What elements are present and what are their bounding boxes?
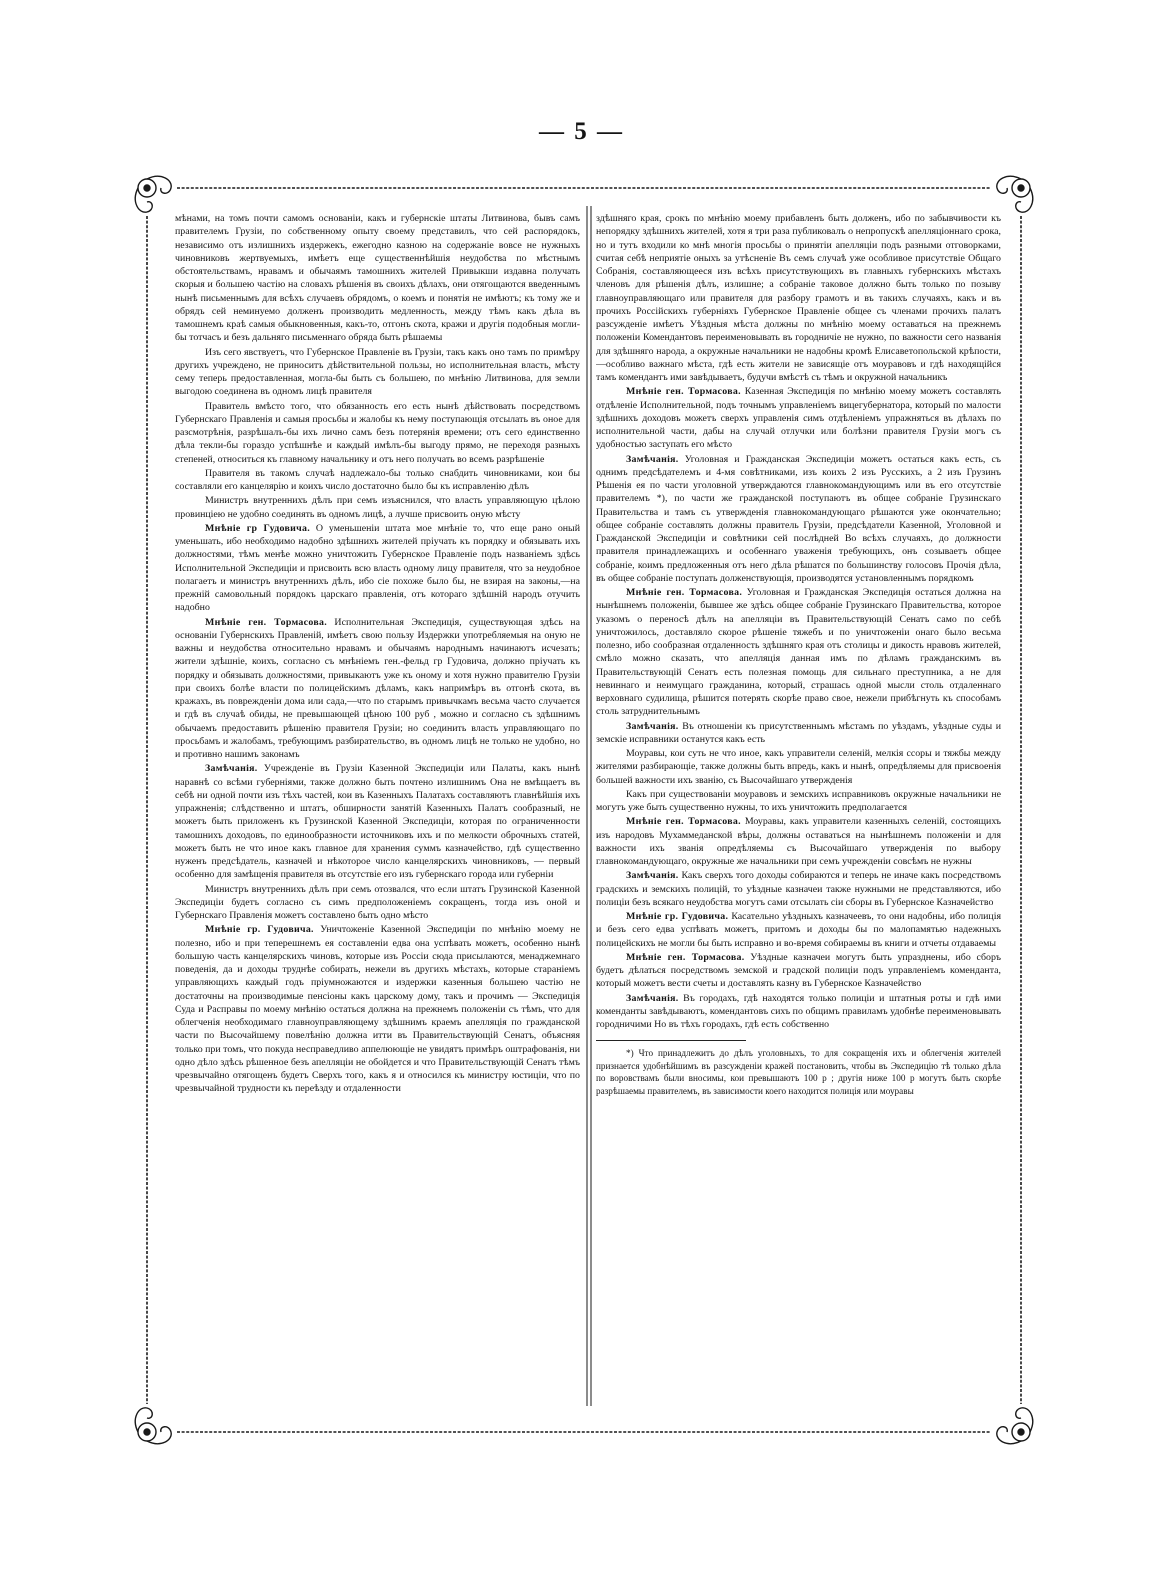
paragraph-heading: Замѣчанія. xyxy=(205,763,258,775)
paragraph-heading: Замѣчанія. xyxy=(626,992,679,1004)
paragraph-heading: Замѣчанія. xyxy=(626,720,679,732)
page-number: — 5 — xyxy=(539,118,624,145)
paragraph-text: Изъ сего явствуетъ, что Губернское Правленіе въ Грузіи, такъ какъ оно тамъ по примѣру другихъ учреждено, не приноситъ дѣйствительной пользы, но исполнительная власть, мѣсту сему теперь предоставленная, могла-бы быть съ большею, по мнѣнію Литвинова, для земли выгодою соединена въ одномъ лицѣ правителя xyxy=(175,346,580,398)
paragraph xyxy=(175,346,580,399)
right-column xyxy=(596,212,1001,1412)
paragraph-text: Уѣздные казначеи могутъ быть упразднены, ибо сборъ будетъ дѣлаться посредствомъ земской и градской полиціи подъ управленіемъ коменданта, который можетъ вести счеты и доставлять казну въ Губернское Казначейство xyxy=(596,951,1001,990)
paragraph-heading: Замѣчанія. xyxy=(626,870,679,882)
paragraph-heading: Мнѣніе гр. Гудовича. xyxy=(205,924,314,936)
footnote-rule xyxy=(596,1040,746,1041)
left-column xyxy=(175,212,580,1412)
paragraph xyxy=(596,453,1001,586)
paragraph xyxy=(596,586,1001,719)
paragraph-text: здѣшняго края, срокъ по мнѣнію моему прибавленъ быть долженъ, ибо по забывчивости къ непорядку здѣшнихъ жителей, хотя я три раза публиковалъ о непропускѣ апелляціоннаго срока, но и тутъ входили ко мнѣ многія просьбы о принятіи апелляціи подъ разными отговорками, считая себѣ неприятіе оныхъ за утѣсненіе Въ семъ случаѣ уже особливое присутствіе Общаго Собранія, составляющееся изъ всѣхъ присутствующихъ въ главныхъ губернскихъ мѣстахъ членовъ для рѣшенія дѣлъ, излишне; а собраніе таковое должно быть только по позыву главноуправляющаго или правителя для разбору грамотъ и въ такихъ случаяхъ, какъ и въ прочихъ Россійскихъ губерніяхъ Губернское Правленіе общее съ членами прочихъ палатъ разсужденіе имѣетъ Уѣздныя мѣста должны по мнѣнію моему оставаться на прежнемъ положеніи Комендантовъ переименовывать въ городничіе не нужно, по важности сего названія для здѣшняго народа, а окружные начальники не надобны кромѣ Елисаветопольской крѣпости,—особливо важнаго мѣста, гдѣ есть жители не зависящіе отъ моуравовъ и гдѣ находящійся тамъ комендантъ ими завѣдываетъ, будучи вмѣстѣ съ тѣмъ и окружной начальникъ xyxy=(596,213,1001,383)
paragraph-text: Министръ внутреннихъ дѣлъ при семъ отозвался, что если штатъ Грузинской Казенной Экспедиціи будетъ согласно съ симъ предположеніемъ сокращенъ, тогда изъ оной и Губернскаго Правленія можетъ составлено быть одно мѣсто xyxy=(175,883,580,921)
paragraph xyxy=(596,910,1001,950)
paragraph-heading: Мнѣніе ген. Тормасова. xyxy=(626,386,741,398)
paragraph xyxy=(596,212,1001,384)
paragraph-heading: Замѣчанія. xyxy=(626,453,679,465)
paragraph xyxy=(175,400,580,466)
paragraph xyxy=(596,869,1001,909)
paragraph-text: Уничтоженіе Казенной Экспедиціи по мнѣнію моему не полезно, ибо и при теперешнемъ ея составленіи едва она успѣвать можетъ, особенно нынѣ большую часть канцелярскихъ чиновъ, которые изъ Россіи сюда присылаются, менаджемнаго поведенія, да и доходы труднѣе собирать, нежели въ другихъ мѣстахъ, которые стараніемъ управляющихъ каждый годъ пріумножаются и издержки казенныя большею частію не достаточны на производимые пенсіоны какъ царскому дому, такъ и прочимъ — Экспедиція Суда и Расправы по моему мнѣнію остаться должна на прежнемъ положеніи съ тѣмъ, что для облегченія необходимаго главноуправляющему здѣшнимъ краемъ апелляція по гражданской части по Высочайшему повелѣнію должна итти въ Правительствующій Сенатъ, объясняя только при томъ, что покуда несправедливо аппелюющіе не увидятъ примѣръ оштрафованія, ни одно дѣло здѣсь рѣшенное безъ апелляціи не обойдется и что Правительствующій Сенатъ тѣмъ чрезвычайно отягощенъ будетъ Сверхъ того, какъ я и относился къ министру юстиціи, что по чрезвычайной трудности къ переѣзду и отдаленности xyxy=(175,924,580,1095)
paragraph-heading: Мнѣніе ген. Тормасова. xyxy=(626,951,745,963)
paragraph-text: Правитель вмѣсто того, что обязанность его есть нынѣ дѣйствовать посредствомъ Губернскаго Правленія и самыя просьбы и жалобы къ нему поступающія отсылать въ оное для разсмотрѣнія, разрѣшалъ-бы ихъ лично самъ безъ потерянія времени; отъ сего единственно дѣла текли-бы гораздо успѣшнѣе и каждый имѣлъ-бы выгоду прямо, не переходя разныхъ степеней, относиться къ главному начальнику и отъ него получать во всемъ разрѣшеніе xyxy=(175,400,580,465)
paragraph xyxy=(596,385,1001,451)
paragraph-text: Моуравы, кои суть не что иное, какъ управители селеній, мелкія ссоры и тяжбы между жителями разбирающіе, также должны быть впредь, какъ и нынѣ, опредѣляемы для присвоенія большей важности ихъ званію, съ Высочайшаго утвержденія xyxy=(596,748,1001,786)
paragraph xyxy=(596,951,1001,991)
paragraph xyxy=(175,883,580,923)
right-column-body xyxy=(596,212,1001,1031)
paragraph-text: Въ отношеніи къ присутственнымъ мѣстамъ по уѣздамъ, уѣздные суды и земскіе исправники останутся какъ есть xyxy=(596,720,1001,745)
paragraph-text: Исполнительная Экспедиція, существующая здѣсь на основаніи Губернскихъ Правленій, имѣетъ свою пользу Издержки употребляемыя на оную не важны и неудобства относительно нравамъ и обычаямъ народнымъ начинаютъ исчезать; жители здѣшніе, коихъ, согласно съ мнѣніемъ ген.-фельд гр Гудовича, должно пріучать къ порядку и обязывать должностями, привыкаютъ уже къ оному и хотя нужно правителю Грузіи при своихъ болѣе власти по полицейскимъ дѣламъ, какъ напримѣръ въ отгонѣ скота, въ кражахъ, въ поврежденіи дома или сада,—что по старымъ привычкамъ весьма часто случается и гдѣ въ случаѣ обиды, не превышающей цѣною 100 руб , можно и согласно съ здѣшнимъ обычаемъ предоставить рѣшенію правителя Грузіи; но соединить власть управляющаго по просьбамъ и жалобамъ, требующимъ разбирательство, въ одномъ лицѣ не только не удобно, но и противно нашимъ законамъ xyxy=(175,616,580,760)
paragraph-text: Какъ при существованіи моуравовъ и земскихъ исправниковъ окружные начальники не могутъ уже быть существенно нужны, то ихъ уничтожить предполагается xyxy=(596,788,1001,813)
paragraph-heading: Мнѣніе ген. Тормасова. xyxy=(626,816,741,828)
paragraph xyxy=(175,467,580,494)
paragraph-text: Какъ сверхъ того доходы собираются и теперь не иначе какъ посредствомъ градскихъ и земскихъ полицій, то уѣздные казначеи также нужными не представляются, ибо полиціи безъ всякаго неудобства могутъ сами отсылать сіи сборы въ Губернское Казначейство xyxy=(596,870,1001,908)
paragraph xyxy=(596,788,1001,815)
footnote: *) Что принадлежитъ до дѣлъ уголовныхъ, то для сокращенія ихъ и облегченія жителей признается удобнѣйшимъ въ разсужденіи кражей постановить, чтобы въ Экспедицію тѣ только дѣла по воровствамъ были вносимы, кои превышаютъ 100 р ; другія ниже 100 р могутъ быть скорѣе разрѣшаемы правителемъ, въ зависимости коего находится полиція или моуравы xyxy=(596,1048,1001,1097)
paragraph-text: Уголовная и Гражданская Экспедиціи можетъ остаться какъ есть, съ однимъ предсѣдателемъ и 4-мя совѣтниками, изъ коихъ 2 изъ Русскихъ, а 2 изъ Грузинъ Рѣшенія ея по части уголовной утверждаются главнокомандующимъ или въ его отсутствіе правителемъ *), по части же гражданской поступаютъ въ общее собраніе Грузинскаго Правительства и тамъ съ утвержденія главнокомандующаго рѣшаются уже окончательно; общее собраніе составлять должны правитель Грузіи, предсѣдатели Казенной, Уголовной и Гражданской Экспедиціи и совѣтники сей послѣдней Во всѣхъ случаяхъ, до должности правителя принадлежащихъ и особеннаго уваженія требующихъ, онъ созываетъ общее собраніе, коимъ предложенныя отъ него дѣла рѣшатся по большинству голосовъ Прочія дѣла, въ общее собраніе поступать долженствующія, производятся установленнымъ порядкомъ xyxy=(596,453,1001,584)
paragraph-text: О уменьшеніи штата мое мнѣніе то, что еще рано оный уменьшать, ибо необходимо надобно здѣшнихъ жителей пріучать къ порядку и обязывать ихъ должностями, тѣмъ менѣе можно уничтожить Губернское Правленіе подъ названіемъ здѣсь Исполнительной Экспедиціи и присвоить всю власть одному лицу правителя, что за неудобное полагаетъ и министръ внутреннихъ дѣлъ, ибо сіе похоже было бы, не взирая на законы,—на прежній самовольный порядокъ царскаго правленія, отъ котораго здѣшній народъ отучить надобно xyxy=(175,522,580,614)
paragraph xyxy=(596,747,1001,787)
paragraph-text: Въ городахъ, гдѣ находятся только полиціи и штатныя роты и гдѣ ими коменданты завѣдываютъ, комендантовъ сихъ по общимъ правиламъ удобнѣе переименовывать городничими Но въ тѣхъ городахъ, гдѣ есть собственно xyxy=(596,992,1001,1030)
paragraph xyxy=(175,616,580,762)
paragraph-text: Казенная Экспедиція по мнѣнію моему можетъ составлять отдѣленіе Исполнительной, подъ точнымъ управленіемъ вицегубернатора, который по малости здѣшнихъ доходовъ можетъ сверхъ управленія симъ отдѣленіемъ упражняться въ дѣлахъ по исполнительной части, дабы на случай отлучки или болѣзни правителя Грузіи могъ съ удобностью заступать его мѣсто xyxy=(596,386,1001,451)
paragraph-text: Правителя въ такомъ случаѣ надлежало-бы только снабдить чиновниками, кои бы составляли его канцелярію и коихъ число достаточно было бы къ исправленію дѣлъ xyxy=(175,467,580,492)
paragraph-text: Уголовная и Гражданская Экспедиція остаться должна на нынѣшнемъ положеніи, бывшее же здѣсь общее собраніе Грузинскаго Правительства, которое указомъ о переносѣ дѣлъ на апелляціи въ Правительствующій Сенатъ само по себѣ уничтожилось, доставляло скорое рѣшеніе тяжебъ и по уничтоженіи онаго было весьма полезно, ибо сообразная отдаленность здѣшняго края отъ столицы и дикость нравовъ жителей, смѣло можно сказать, что апелляція данная имъ по дѣламъ гражданскимъ въ Правительствующій Сенатъ есть полезная помощь для сильнаго преступника, а не для невиннаго и неимущаго гражданина, который, страшась одной мысли столь отдаленнаго верховнаго судилища, рѣшится потерять скорѣе право свое, нежели прибѣгнуть къ способамъ столь затруднительнымъ xyxy=(596,587,1001,718)
paragraph-text: Касательно уѣздныхъ казначеевъ, то они надобны, ибо полиція и безъ сего едва успѣвать можетъ, притомъ и доходы бы по малопамятью надежныхъ полицейскихъ не могли бы быть исправно и во-время собираемы въ книги и отчеты отдаваемы xyxy=(596,911,1001,949)
paragraph xyxy=(175,923,580,1095)
paragraph xyxy=(175,762,580,881)
paragraph-heading: Мнѣніе ген. Тормасова. xyxy=(205,616,327,628)
paragraph xyxy=(175,522,580,615)
paragraph-text: Министръ внутреннихъ дѣлъ при семъ изъяснился, что власть управляющую цѣлою провинціею не удобно соединять въ одномъ лицѣ, а лучше присвоить оную мѣсту xyxy=(175,495,580,520)
paragraph-heading: Мнѣніе ген. Тормасова. xyxy=(626,587,743,598)
paragraph-heading: Мнѣніе гр Гудовича. xyxy=(205,522,311,534)
paragraph xyxy=(175,494,580,521)
paragraph-heading: Мнѣніе гр. Гудовича. xyxy=(626,911,729,922)
paragraph-text: Моуравы, какъ управители казенныхъ селеній, состоящихъ изъ народовъ Мухаммеданской вѣры, должны оставаться на нынѣшнемъ положеніи и для важности ихъ званія опредѣляемы съ Высочайшаго утвержденія по выбору главнокомандующаго, окружные же начальники при семъ учрежденіи совсѣмъ не нужны xyxy=(596,816,1001,867)
paragraph xyxy=(596,720,1001,747)
paragraph xyxy=(596,815,1001,868)
paragraph-text: мѣнами, на томъ почти самомъ основаніи, какъ и губернскіе штаты Литвинова, бывъ самъ правителемъ Грузіи, по собственному опыту своему представилъ, что сей распорядокъ, независимо отъ излишнихъ издержекъ, ежегодно казною на содержаніе вовсе не нужныхъ чиновниковъ жертвуемыхъ, имѣетъ еще существеннѣйшія неудобства по мѣстнымъ обстоятельствамъ, нравамъ и обычаямъ тамошнихъ жителей Привыкши издавна получать скорыя и большею частію на словахъ рѣшенія въ своихъ дѣлахъ, они отягощаются введеннымъ нынѣ письменнымъ для всѣхъ случаевъ обрядомъ, о коемъ и понятія не имѣютъ; къ тому же и обрядъ сей неминуемо долженъ производить медленность, между тѣмъ какъ дѣла въ тамошнемъ краѣ самыя обыкновенныя, какъ-то, отгонъ скота, кражи и другія подобныя могли-бы тотчасъ и безъ дальняго письменнаго обряда быть рѣшаемы xyxy=(175,213,580,344)
paragraph-text: Учрежденіе въ Грузіи Казенной Экспедиціи или Палаты, какъ нынѣ наравнѣ со всѣми губерніями, также должно быть почтено излишнимъ Она не вмѣщаетъ въ себѣ ни одной почти изъ тѣхъ частей, кои въ Казенныхъ Палатахъ составляютъ главнѣйшія ихъ упражненія; слѣдственно и штатъ, обширности занятій Казенныхъ Палатъ сообразный, не можетъ быть приложенъ къ Грузинской Казенной Экспедиціи, которая по ограниченности тамошнихъ доходовъ, по единообразности источниковъ ихъ и по мелкости оброчныхъ статей, можетъ быть не что иное какъ главное для хранения суммъ казначейство, гдѣ существенно нуженъ предсѣдатель, казначей и нѣкоторое число канцелярскихъ чиновниковъ, — первый особенно для замѣщенія правителя въ отсутствіе его изъ губернскаго города или губерніи xyxy=(175,763,580,881)
paragraph xyxy=(596,992,1001,1032)
paragraph xyxy=(175,212,580,345)
